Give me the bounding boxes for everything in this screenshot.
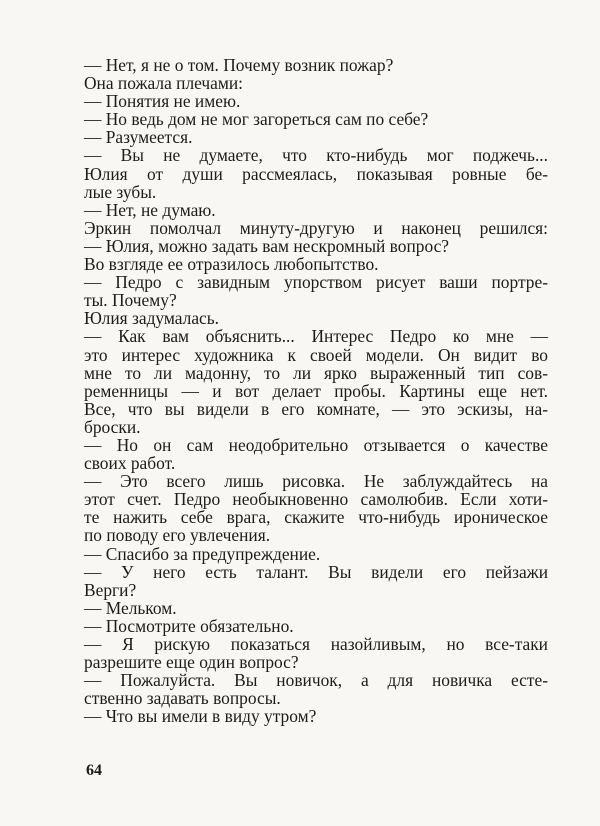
text-line: — Спасибо за предупреждение.	[84, 543, 321, 564]
text-line: — Что вы имели в виду утром?	[84, 706, 317, 727]
text-line: Все, что вы видели в его комнате, — это эскизы, на-	[84, 398, 548, 419]
text-line: ты. Почему?	[84, 290, 177, 311]
text-line: броски.	[84, 416, 141, 437]
text-line: разрешите еще один вопрос?	[84, 652, 299, 673]
text-line: ственно задавать вопросы.	[84, 688, 281, 709]
text-line: — Юлия, можно задать вам нескромный вопрос?	[84, 235, 450, 256]
text-line: — Как вам объяснить... Интерес Педро ко мне —	[84, 326, 548, 347]
page-number: 64	[86, 762, 102, 779]
text-line: те нажить себе врага, скажите что-нибудь ироническое	[84, 507, 548, 528]
text-line: своих работ.	[84, 453, 176, 474]
text-line: лые зубы.	[84, 181, 157, 202]
body-text	[84, 56, 548, 725]
text-line: Юлия от души рассмеялась, показывая ровные бе-	[84, 163, 548, 184]
text-line: Юлия задумалась.	[84, 308, 220, 329]
text-line: — Педро с завидным упорством рисует ваши портре-	[84, 272, 548, 293]
text-line: — Посмотрите обязательно.	[84, 615, 294, 636]
text-line: — Пожалуйста. Вы новичок, а для новичка есте-	[84, 670, 548, 691]
text-line: — Нет, не думаю.	[84, 199, 216, 220]
text-line: — Нет, я не о том. Почему возник пожар?	[84, 55, 394, 75]
text-line: — Вы не думаете, что кто-нибудь мог поджечь...	[84, 145, 548, 166]
text-line: — Разумеется.	[84, 127, 193, 148]
text-line: — Но он сам неодобрительно отзывается о качестве	[84, 434, 548, 455]
text-line: — Это всего лишь рисовка. Не заблуждайтесь на	[84, 471, 548, 492]
text-line: ременницы — и вот делает пробы. Картины еще нет.	[84, 380, 548, 401]
text-line: Верги?	[84, 579, 137, 600]
text-line: — У него есть талант. Вы видели его пейзажи	[84, 561, 548, 582]
text-line: Она пожала плечами:	[84, 73, 244, 94]
text-line: этот счет. Педро необыкновенно самолюбив. Если хоти-	[84, 489, 548, 510]
text-line: по поводу его увлечения.	[84, 525, 271, 546]
text-line: Во взгляде ее отразилось любопытство.	[84, 254, 379, 275]
text-line: — Я рискую показаться назойливым, но все-таки	[84, 634, 548, 654]
text-line: — Мельком.	[84, 597, 177, 618]
text-line: — Понятия не имею.	[84, 91, 241, 112]
text-line: — Но ведь дом не мог загореться сам по себе?	[84, 109, 429, 130]
text-line: Эркин помолчал минуту-другую и наконец решился:	[84, 217, 548, 238]
text-line: мне то ли мадонну, то ли ярко выраженный тип сов-	[84, 362, 548, 383]
text-line: это интерес художника к своей модели. Он видит во	[84, 344, 548, 365]
